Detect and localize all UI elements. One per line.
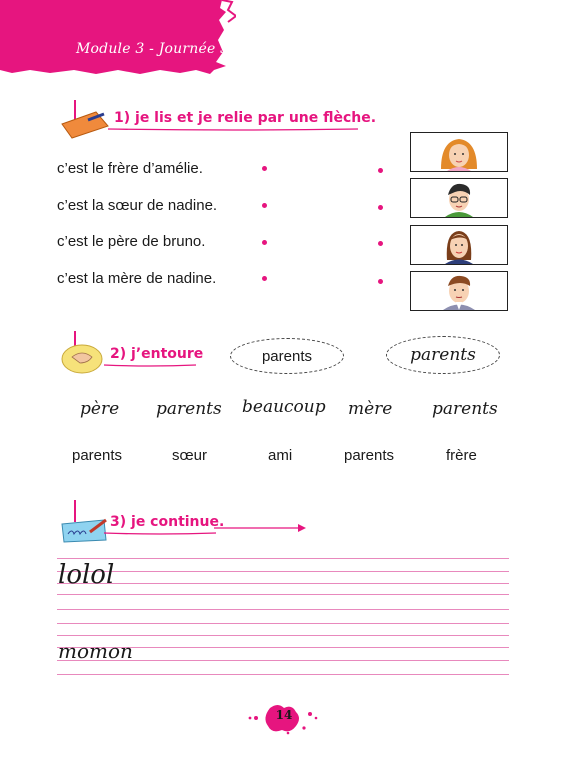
match-dot-left-3[interactable] [262, 240, 267, 245]
sentence-4: c’est la mère de nadine. [57, 270, 217, 287]
model-word-2: momon [58, 639, 133, 663]
cursive-word-5[interactable]: parents [432, 399, 498, 419]
example-print-word: parents [261, 347, 313, 365]
portrait-woman [410, 225, 508, 265]
notebook-pencil-icon [58, 96, 110, 140]
boy-portrait-icon [411, 179, 507, 217]
ruled-line [57, 571, 509, 572]
exercise3-title: 3) je continue. [110, 514, 225, 530]
print-word-3[interactable]: ami [268, 447, 293, 464]
match-dot-right-4[interactable] [378, 279, 383, 284]
exercise2-title: 2) j’entoure [110, 346, 204, 362]
ruled-line [57, 635, 509, 636]
ruled-line [57, 623, 509, 624]
example-cursive-word: parents [410, 345, 476, 365]
cursive-word-3[interactable]: beaucoup [242, 397, 326, 417]
woman-portrait-icon [411, 226, 507, 264]
cursive-word-4[interactable]: mère [348, 399, 393, 419]
header-band [0, 0, 236, 76]
portrait-man [410, 271, 508, 311]
match-dot-left-2[interactable] [262, 203, 267, 208]
page-number: 14 [275, 708, 293, 722]
example-oval-cursive [386, 336, 500, 374]
ruled-line [57, 609, 509, 610]
match-dot-right-1[interactable] [378, 168, 383, 173]
module-title: Module 3 - Journée 3 [76, 41, 230, 57]
ruled-line [57, 674, 509, 675]
cursive-word-1[interactable]: père [80, 399, 120, 419]
match-dot-left-1[interactable] [262, 166, 267, 171]
match-dot-left-4[interactable] [262, 276, 267, 281]
sentence-2: c’est la sœur de nadine. [57, 197, 218, 214]
writing-area-1[interactable] [140, 576, 500, 590]
pointing-hand-icon [58, 331, 110, 375]
ruled-line [57, 594, 509, 595]
title-underline [104, 530, 216, 536]
title-underline [108, 126, 358, 132]
example-oval-print [230, 338, 344, 374]
writing-area-2[interactable] [140, 650, 500, 664]
portrait-boy [410, 178, 508, 218]
ruled-line [57, 558, 509, 559]
match-dot-right-2[interactable] [378, 205, 383, 210]
writing-pencil-icon [58, 500, 110, 544]
print-word-2[interactable]: sœur [172, 447, 207, 464]
girl-portrait-icon [411, 133, 507, 171]
title-underline [104, 362, 196, 368]
portrait-girl [410, 132, 508, 172]
model-word-1: lolol [58, 560, 115, 590]
sentence-3: c’est le père de bruno. [57, 233, 206, 250]
man-portrait-icon [411, 272, 507, 310]
cursive-word-2[interactable]: parents [156, 399, 222, 419]
exercise1-title: 1) je lis et je relie par une flèche. [114, 110, 377, 126]
print-word-4[interactable]: parents [344, 447, 395, 464]
print-word-1[interactable]: parents [72, 447, 123, 464]
match-dot-right-3[interactable] [378, 241, 383, 246]
sentence-1: c’est le frère d’amélie. [57, 160, 203, 177]
arrow-icon [214, 523, 310, 533]
print-word-5[interactable]: frère [446, 447, 477, 464]
